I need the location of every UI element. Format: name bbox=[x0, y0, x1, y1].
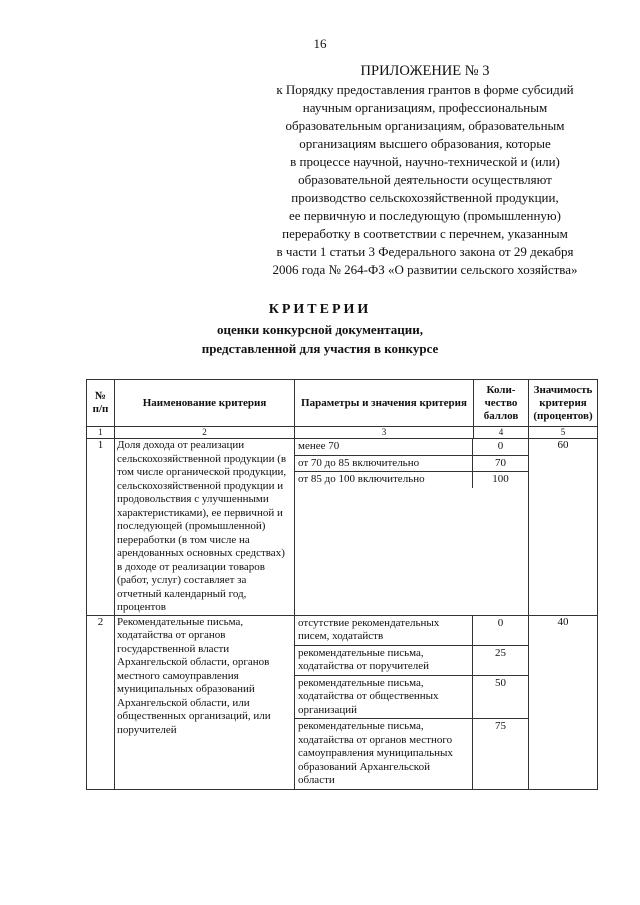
parameter-score: 100 bbox=[492, 473, 509, 485]
criteria-subtitle-line: оценки конкурсной документации, bbox=[217, 322, 423, 337]
parameter-score: 75 bbox=[495, 720, 506, 732]
appendix-line: образовательным организациям, образовательным bbox=[285, 118, 565, 133]
parameter-text: от 85 до 100 включительно bbox=[295, 472, 473, 488]
criterion-parameters bbox=[295, 615, 529, 789]
row-number: 1 bbox=[87, 439, 115, 616]
criteria-heading bbox=[0, 300, 640, 358]
appendix-line: организациям высшего образования, которые bbox=[299, 136, 551, 151]
parameter-row bbox=[295, 472, 528, 488]
parameter-row bbox=[295, 676, 528, 720]
appendix-line: производство сельскохозяйственной продукции, bbox=[291, 190, 559, 205]
appendix-line: переработку в соответствии с перечнем, указанным bbox=[282, 226, 568, 241]
header-weight: Значимость критерия (процентов) bbox=[529, 380, 598, 427]
page-number: 16 bbox=[313, 36, 327, 51]
parameter-text: отсутствие рекомендательных писем, ходатайств bbox=[295, 616, 473, 645]
criteria-table bbox=[86, 379, 598, 790]
header-score: Коли-чество баллов bbox=[474, 380, 529, 427]
parameter-row bbox=[295, 439, 528, 456]
parameter-text: рекомендательные письма, ходатайства от поручителей bbox=[295, 646, 473, 675]
column-index: 2 bbox=[115, 427, 295, 439]
parameter-row bbox=[295, 646, 528, 676]
header-number: № п/п bbox=[87, 380, 115, 427]
criterion-name: Доля дохода от реализации сельскохозяйственной продукции (в том числе органической продукции, сельскохозяйственной продукции и продовольствия с улучшенными характеристиками), ее первичной и последующей (промышленной) переработки (в том числе на арендованных основных средствах) в доходе от реализации товаров (работ, услуг) составляет за отчетный календарный год, процентов bbox=[115, 439, 295, 616]
column-index: 5 bbox=[529, 427, 598, 439]
criteria-subtitle-line: представленной для участия в конкурсе bbox=[201, 341, 439, 356]
column-index: 3 bbox=[295, 427, 474, 439]
criterion-weight: 60 bbox=[529, 439, 598, 616]
column-index-row bbox=[87, 427, 598, 439]
row-number: 2 bbox=[87, 615, 115, 789]
parameter-row bbox=[295, 456, 528, 473]
parameter-text: рекомендательные письма, ходатайства от органов местного самоуправления муниципальных образований Архангельской области bbox=[295, 719, 473, 789]
appendix-line: 2006 года № 264-ФЗ «О развитии сельского хозяйства» bbox=[272, 262, 578, 277]
header-criterion-name: Наименование критерия bbox=[115, 380, 295, 427]
table-header-row bbox=[87, 380, 598, 427]
criteria-title: КРИТЕРИИ bbox=[268, 302, 372, 317]
appendix-line: в процессе научной, научно-технической и (или) bbox=[290, 154, 560, 169]
parameter-score: 25 bbox=[495, 646, 506, 659]
appendix-line: в части 1 статьи 3 Федерального закона от 29 декабря bbox=[276, 244, 574, 259]
parameter-row bbox=[295, 616, 528, 646]
criterion-weight: 40 bbox=[529, 615, 598, 789]
parameter-text: менее 70 bbox=[295, 439, 473, 455]
appendix-line: к Порядку предоставления грантов в форме субсидий bbox=[276, 82, 574, 97]
parameter-score: 50 bbox=[495, 676, 506, 689]
parameter-row bbox=[295, 719, 528, 789]
parameter-score: 0 bbox=[497, 440, 504, 452]
column-index: 1 bbox=[87, 427, 115, 439]
criterion-parameters bbox=[295, 439, 529, 616]
column-index: 4 bbox=[474, 427, 529, 439]
parameter-score: 0 bbox=[497, 616, 504, 629]
parameter-text: рекомендательные письма, ходатайства от общественных организаций bbox=[295, 676, 473, 719]
criterion-name: Рекомендательные письма, ходатайства от органов государственной власти Архангельской области, органов местного самоуправления муниципальных образований Архангельской области, или общественных организаций, или поручителей bbox=[115, 615, 295, 789]
table-row bbox=[87, 615, 598, 789]
appendix-line: научным организациям, профессиональным bbox=[302, 100, 548, 115]
parameter-text: от 70 до 85 включительно bbox=[295, 456, 473, 472]
table-row bbox=[87, 439, 598, 616]
appendix-line: образовательной деятельности осуществляют bbox=[298, 172, 552, 187]
appendix-line: ее первичную и последующую (промышленную) bbox=[289, 208, 561, 223]
parameter-score: 70 bbox=[495, 456, 506, 469]
appendix-header bbox=[235, 61, 615, 279]
appendix-title: ПРИЛОЖЕНИЕ № 3 bbox=[360, 63, 490, 79]
header-parameters: Параметры и значения критерия bbox=[295, 380, 474, 427]
